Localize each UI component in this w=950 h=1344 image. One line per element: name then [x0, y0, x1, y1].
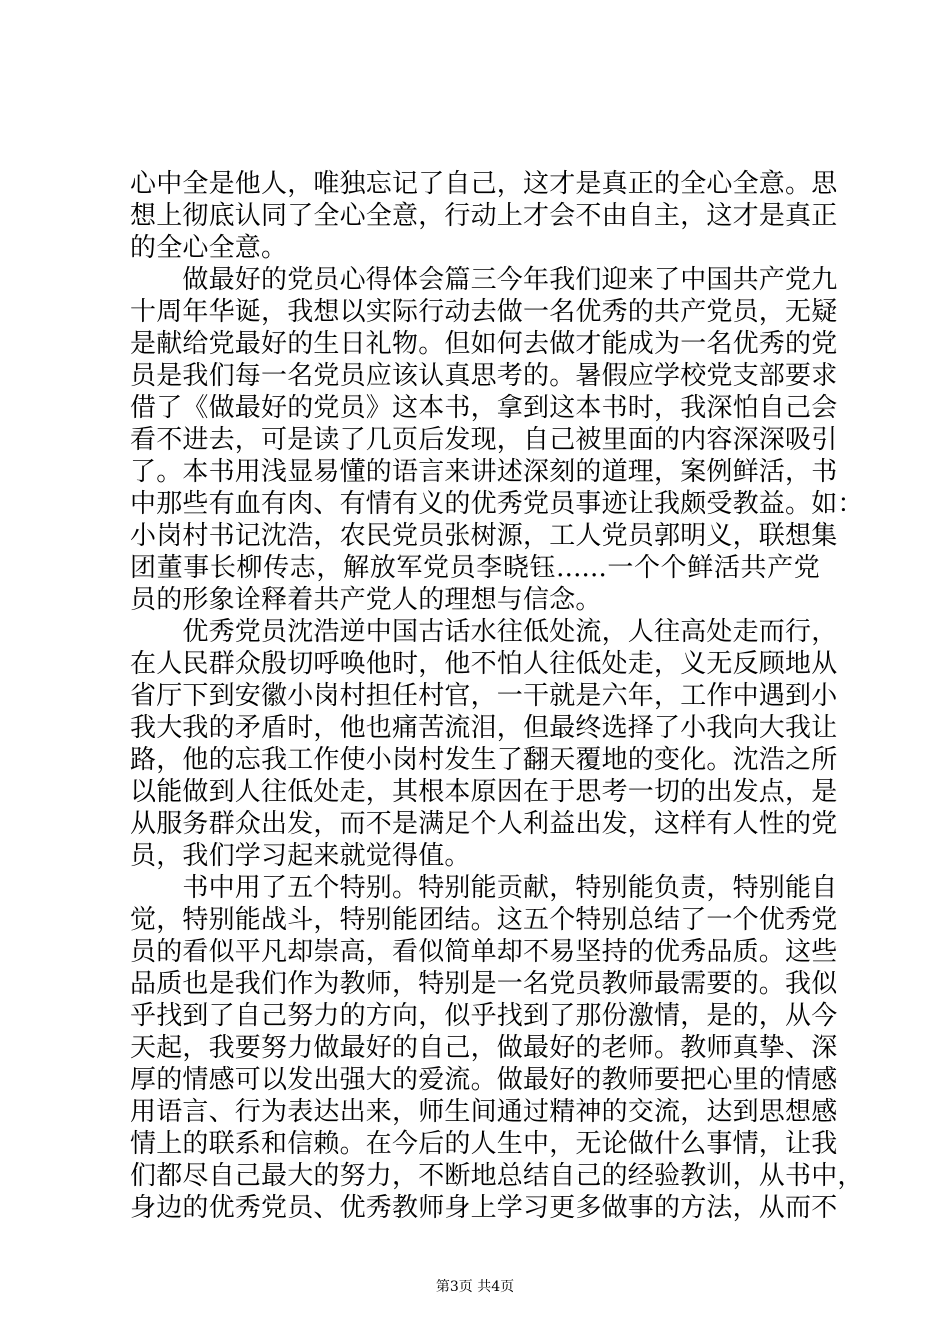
text-line: 员是我们每一名党员应该认真思考的。暑假应学校党支部要求 — [130, 361, 838, 391]
text-line: 心中全是他人，唯独忘记了自己，这才是真正的全心全意。思 — [130, 169, 838, 199]
text-line: 乎找到了自己努力的方向，似乎找到了那份激情，是的，从今 — [130, 1001, 838, 1031]
text-line: 书中用了五个特别。特别能贡献，特别能负责，特别能自 — [130, 873, 838, 903]
text-line: 团董事长柳传志，解放军党员李晓钰......一个个鲜活共产党 — [130, 553, 820, 583]
text-line: 十周年华诞，我想以实际行动去做一名优秀的共产党员，无疑 — [130, 297, 838, 327]
text-line: 的全心全意。 — [130, 233, 288, 263]
text-line: 优秀党员沈浩逆中国古话水往低处流，人往高处走而行， — [130, 617, 838, 647]
text-line: 品质也是我们作为教师，特别是一名党员教师最需要的。我似 — [130, 969, 838, 999]
text-line: 身边的优秀党员、优秀教师身上学习更多做事的方法，从而不 — [130, 1193, 838, 1223]
text-line: 们都尽自己最大的努力，不断地总结自己的经验教训，从书中， — [130, 1161, 864, 1191]
document-body — [130, 168, 864, 1224]
text-line: 借了《做最好的党员》这本书，拿到这本书时，我深怕自己会 — [130, 393, 838, 423]
text-line: 觉，特别能战斗，特别能团结。这五个特别总结了一个优秀党 — [130, 905, 838, 935]
text-line: 路，他的忘我工作使小岗村发生了翻天覆地的变化。沈浩之所 — [130, 745, 838, 775]
text-line: 看不进去，可是读了几页后发现，自己被里面的内容深深吸引 — [130, 425, 838, 455]
text-line: 员的形象诠释着共产党人的理想与信念。 — [130, 585, 602, 615]
text-line: 厚的情感可以发出强大的爱流。做最好的教师要把心里的情感 — [130, 1065, 838, 1095]
text-line: 想上彻底认同了全心全意，行动上才会不由自主，这才是真正 — [130, 201, 838, 231]
text-line: 情上的联系和信赖。在今后的人生中，无论做什么事情，让我 — [130, 1129, 838, 1159]
text-line: 中那些有血有肉、有情有义的优秀党员事迹让我颇受教益。如： — [130, 489, 864, 519]
text-line: 以能做到人往低处走，其根本原因在于思考一切的出发点，是 — [130, 777, 838, 807]
text-line: 了。本书用浅显易懂的语言来讲述深刻的道理，案例鲜活，书 — [130, 457, 838, 487]
text-line: 从服务群众出发，而不是满足个人利益出发，这样有人性的党 — [130, 809, 838, 839]
text-line: 用语言、行为表达出来，师生间通过精神的交流，达到思想感 — [130, 1097, 838, 1127]
text-line: 做最好的党员心得体会篇三今年我们迎来了中国共产党九 — [130, 265, 838, 295]
text-line: 天起，我要努力做最好的自己，做最好的老师。教师真挚、深 — [130, 1033, 838, 1063]
text-line: 员，我们学习起来就觉得值。 — [130, 841, 471, 871]
text-line: 在人民群众殷切呼唤他时，他不怕人往低处走，义无反顾地从 — [130, 649, 838, 679]
text-line: 省厅下到安徽小岗村担任村官，一干就是六年，工作中遇到小 — [130, 681, 838, 711]
text-line: 小岗村书记沈浩，农民党员张树源，工人党员郭明义，联想集 — [130, 521, 838, 551]
text-line: 员的看似平凡却崇高，看似简单却不易坚持的优秀品质。这些 — [130, 937, 838, 967]
text-line: 是献给党最好的生日礼物。但如何去做才能成为一名优秀的党 — [130, 329, 838, 359]
page-number-footer: 第3页 共4页 — [435, 1279, 515, 1295]
text-line: 我大我的矛盾时，他也痛苦流泪，但最终选择了小我向大我让 — [130, 713, 838, 743]
